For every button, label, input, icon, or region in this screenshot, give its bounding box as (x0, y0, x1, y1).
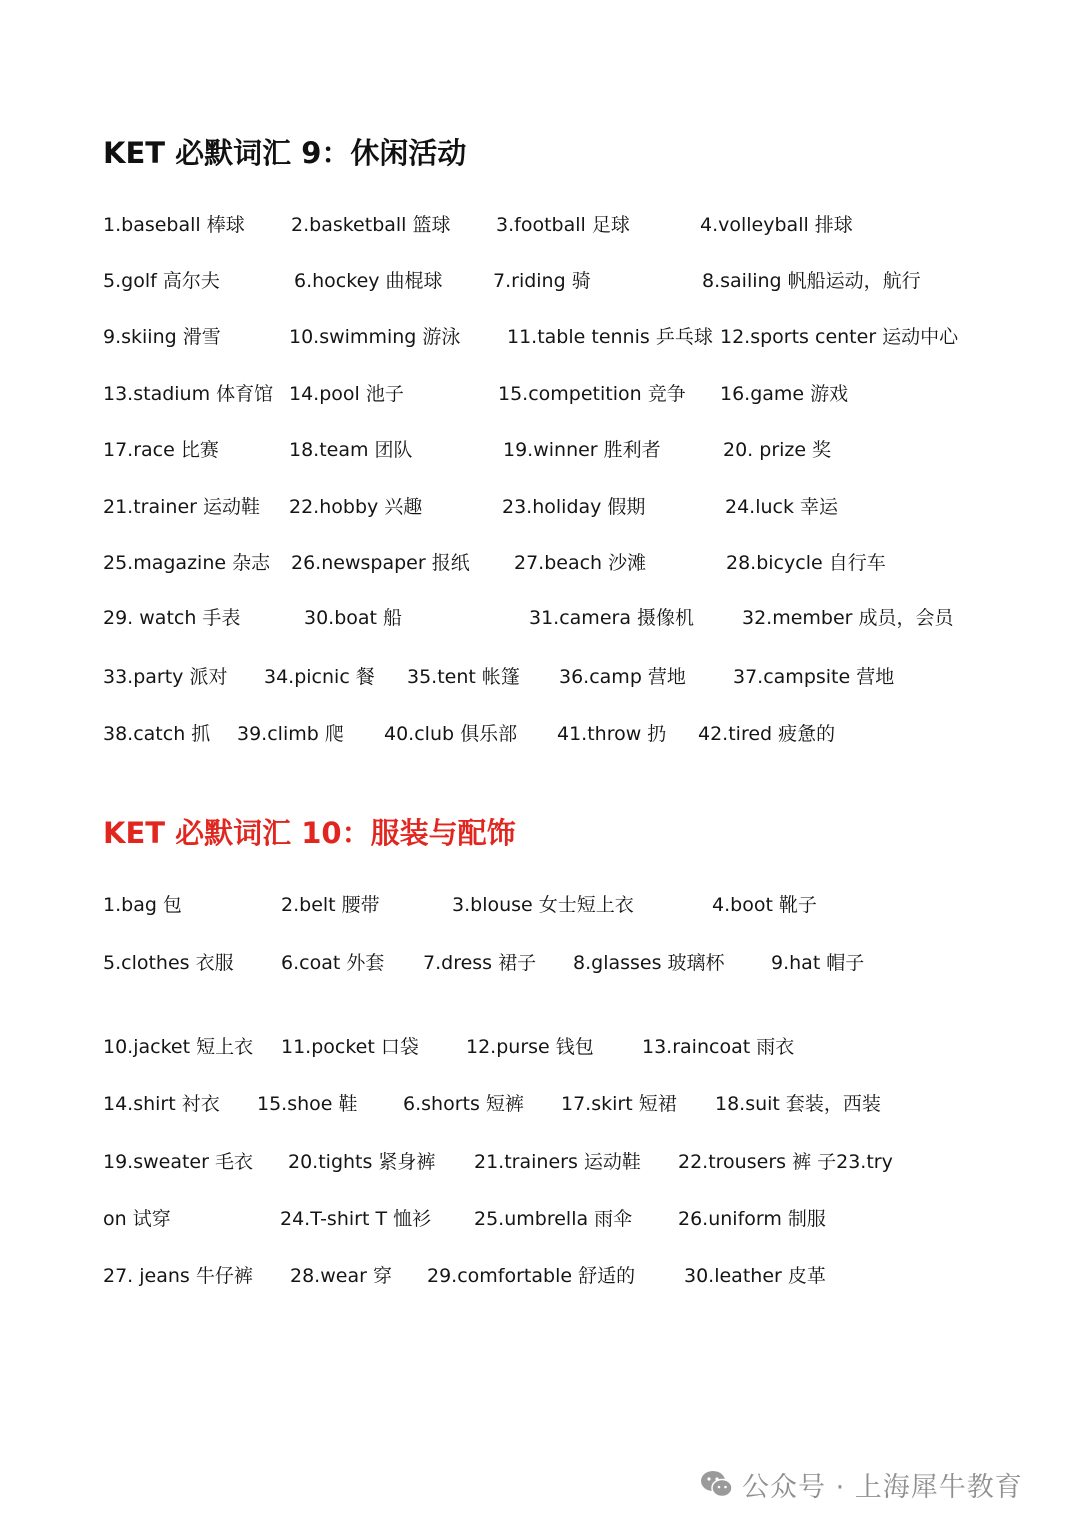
vocab-entry: 29.comfortable 舒适的 (427, 1265, 636, 1287)
vocab-entry: 2.belt 腰带 (281, 894, 380, 916)
vocab-entry: 15.shoe 鞋 (257, 1093, 358, 1115)
vocab-entry: 5.clothes 衣服 (103, 952, 234, 974)
section-10-title: KET 必默词汇 10：服装与配饰 (103, 816, 516, 850)
vocab-entry: 15.competition 竞争 (498, 383, 686, 405)
vocab-entry: 40.club 俱乐部 (384, 723, 518, 745)
vocab-entry: 23.holiday 假期 (502, 496, 646, 518)
vocab-entry: 6.shorts 短裤 (403, 1093, 524, 1115)
watermark-text: 公众号 · 上海犀牛教育 (742, 1471, 1023, 1503)
vocab-entry: 24.T-shirt T 恤衫 (280, 1208, 432, 1230)
vocab-entry: 30.leather 皮革 (684, 1265, 826, 1287)
vocab-entry: 39.climb 爬 (237, 723, 344, 745)
word-row (0, 548, 1080, 578)
vocab-entry: 2.basketball 篮球 (291, 214, 451, 236)
word-row (0, 379, 1080, 409)
vocab-entry: 21.trainer 运动鞋 (103, 496, 260, 518)
vocab-entry: 11.pocket 口袋 (281, 1036, 419, 1058)
vocab-entry: 24.luck 幸运 (725, 496, 839, 518)
word-row (0, 1204, 1080, 1234)
vocab-entry: 22.hobby 兴趣 (289, 496, 423, 518)
vocab-entry: 35.tent 帐篷 (407, 666, 520, 688)
vocab-entry: 8.sailing 帆船运动，航行 (702, 270, 921, 292)
wechat-icon (700, 1469, 734, 1499)
vocab-entry: 36.camp 营地 (559, 666, 686, 688)
vocab-entry: 6.coat 外套 (281, 952, 385, 974)
word-row (0, 210, 1080, 240)
vocab-entry: 16.game 游戏 (720, 383, 849, 405)
vocab-entry: 4.boot 靴子 (712, 894, 817, 916)
word-row (0, 1032, 1080, 1062)
vocab-entry: 14.shirt 衬衣 (103, 1093, 220, 1115)
vocab-entry: 12.purse 钱包 (466, 1036, 594, 1058)
vocab-entry: 3.blouse 女士短上衣 (452, 894, 634, 916)
vocab-entry: 20. prize 奖 (723, 439, 832, 461)
vocab-entry: 10.jacket 短上衣 (103, 1036, 254, 1058)
vocab-entry: 17.skirt 短裙 (561, 1093, 677, 1115)
vocab-entry: 30.boat 船 (304, 607, 403, 629)
section-9-title: KET 必默词汇 9：休闲活动 (103, 136, 467, 170)
vocab-entry: 1.baseball 棒球 (103, 214, 245, 236)
vocab-entry: 25.magazine 杂志 (103, 552, 271, 574)
vocab-entry: 5.golf 高尔夫 (103, 270, 220, 292)
vocab-entry: 41.throw 扔 (557, 723, 667, 745)
word-row (0, 1089, 1080, 1119)
vocab-entry: 7.riding 骑 (493, 270, 591, 292)
vocab-entry: 9.hat 帽子 (771, 952, 865, 974)
vocab-entry: 37.campsite 营地 (733, 666, 895, 688)
vocab-entry: 19.winner 胜利者 (503, 439, 661, 461)
vocab-entry: 18.suit 套装，西装 (715, 1093, 881, 1115)
vocab-entry: 3.football 足球 (496, 214, 630, 236)
vocab-entry: 29. watch 手表 (103, 607, 241, 629)
vocab-entry: 42.tired 疲惫的 (698, 723, 836, 745)
word-row (0, 603, 1080, 633)
watermark (700, 1462, 1023, 1506)
word-row (0, 719, 1080, 749)
vocab-entry: 7.dress 裙子 (423, 952, 537, 974)
vocab-entry: 11.table tennis 乒乓球 (507, 326, 713, 348)
vocab-entry: 18.team 团队 (289, 439, 413, 461)
word-row (0, 492, 1080, 522)
vocab-entry: 33.party 派对 (103, 666, 228, 688)
vocab-entry: 27.beach 沙滩 (514, 552, 647, 574)
vocab-entry: 26.uniform 制服 (678, 1208, 826, 1230)
vocab-entry: 6.hockey 曲棍球 (294, 270, 443, 292)
vocab-entry: 9.skiing 滑雪 (103, 326, 221, 348)
word-row (0, 1261, 1080, 1291)
vocab-entry: 20.tights 紧身裤 (288, 1151, 436, 1173)
vocab-entry: 27. jeans 牛仔裤 (103, 1265, 253, 1287)
word-row (0, 1147, 1080, 1177)
vocab-entry: 22.trousers 裤 子23.try (678, 1151, 893, 1173)
vocab-entry: 1.bag 包 (103, 894, 182, 916)
vocab-entry: on 试穿 (103, 1208, 171, 1230)
vocab-entry: 17.race 比赛 (103, 439, 219, 461)
vocab-entry: 34.picnic 餐 (264, 666, 375, 688)
word-row (0, 322, 1080, 352)
vocab-entry: 28.bicycle 自行车 (726, 552, 886, 574)
vocab-entry: 28.wear 穿 (290, 1265, 392, 1287)
word-row (0, 266, 1080, 296)
vocab-entry: 31.camera 摄像机 (529, 607, 694, 629)
word-row (0, 948, 1080, 978)
vocab-entry: 13.raincoat 雨衣 (642, 1036, 795, 1058)
vocab-entry: 21.trainers 运动鞋 (474, 1151, 641, 1173)
vocab-entry: 25.umbrella 雨伞 (474, 1208, 633, 1230)
vocab-entry: 26.newspaper 报纸 (291, 552, 470, 574)
word-row (0, 890, 1080, 920)
vocab-entry: 4.volleyball 排球 (700, 214, 853, 236)
vocab-entry: 14.pool 池子 (289, 383, 404, 405)
word-row (0, 662, 1080, 692)
vocab-entry: 19.sweater 毛衣 (103, 1151, 253, 1173)
vocab-entry: 32.member 成员，会员 (742, 607, 954, 629)
vocab-entry: 8.glasses 玻璃杯 (573, 952, 725, 974)
vocab-entry: 12.sports center 运动中心 (720, 326, 959, 348)
vocab-entry: 38.catch 抓 (103, 723, 211, 745)
word-row (0, 435, 1080, 465)
vocab-entry: 13.stadium 体育馆 (103, 383, 274, 405)
vocab-entry: 10.swimming 游泳 (289, 326, 461, 348)
